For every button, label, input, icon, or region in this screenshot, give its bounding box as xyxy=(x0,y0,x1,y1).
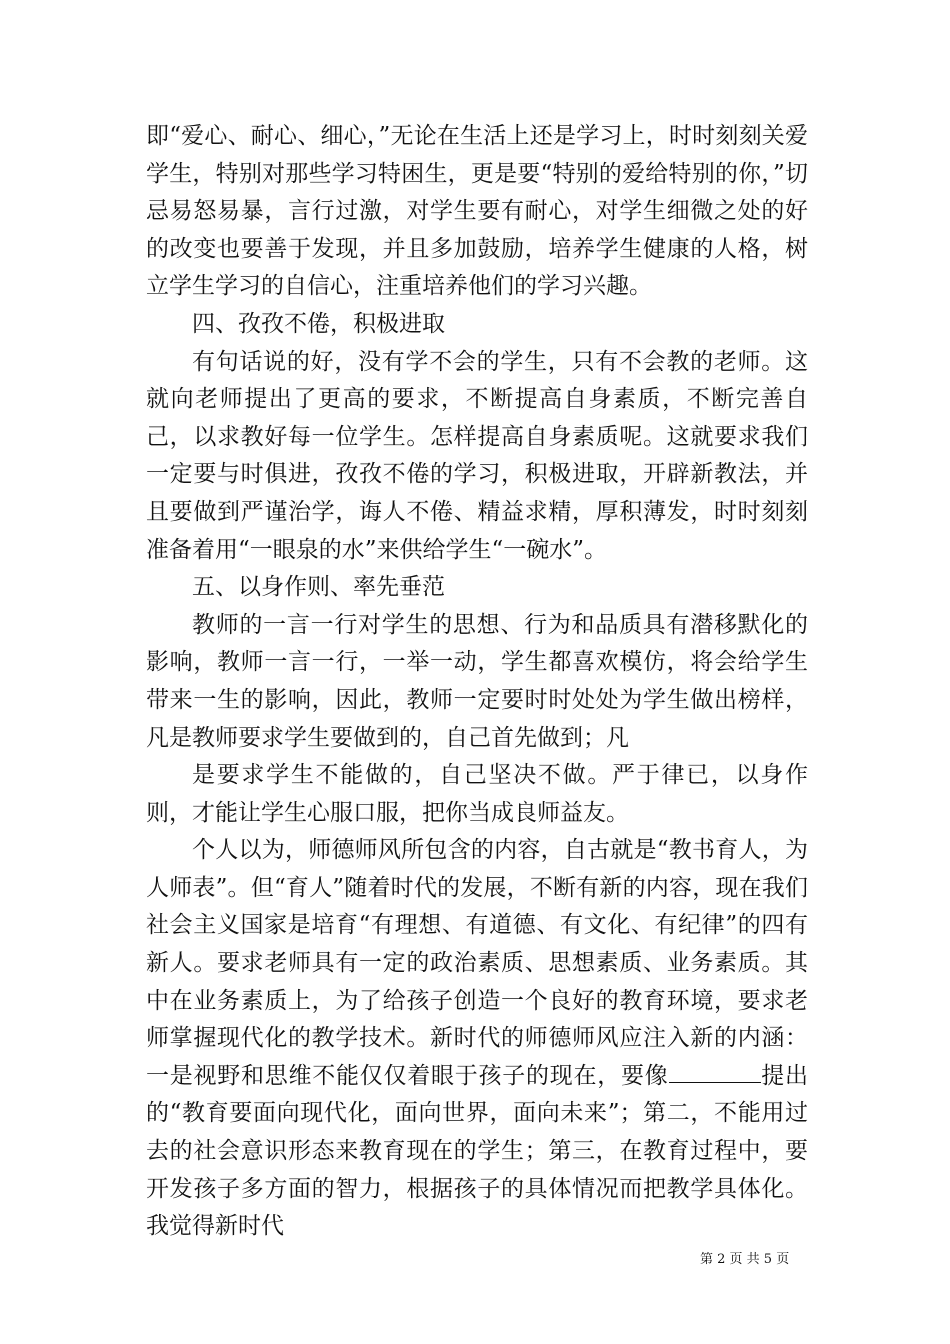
paragraph-continued: 即“爱心、耐心、细心，”无论在生活上还是学习上，时时刻刻关爱学生，特别对那些学习特困生，更是要“特别的爱给特别的你，”切忌易怒易暴，言行过激，对学生要有耐心，对学生细微之处的好的改变也要善于发现，并且多加鼓励，培养学生健康的人格，树立学生学习的自信心，注重培养他们的学习兴趣。 xyxy=(146,123,808,300)
paragraph-conclusion xyxy=(146,832,808,1246)
document-body xyxy=(146,118,808,1246)
paragraph-section-four: 有句话说的好，没有学不会的学生，只有不会教的老师。这就向老师提出了更高的要求，不断提高自身素质，不断完善自己，以求教好每一位学生。怎样提高自身素质呢。这就要求我们一定要与时俱进，孜孜不倦的学习，积极进取，开辟新教法，并且要做到严谨治学，诲人不倦、精益求精，厚积薄发，时时刻刻准备着用“一眼泉的水”来供给学生“一碗水”。 xyxy=(146,348,808,563)
section-heading-five: 五、以身作则、率先垂范 xyxy=(192,574,445,601)
page-number-footer: 第 2 页 共 5 页 xyxy=(700,1252,790,1267)
section-heading-four: 四、孜孜不倦，积极进取 xyxy=(192,310,445,337)
paragraph-conclusion-part-one: 个人以为，师德师风所包含的内容，自古就是“教书育人，为人师表”。但“育人”随着时代的发展，不断有新的内容，现在我们社会主义国家是培育“有理想、有道德、有文化、有纪律”的四有新人。要求老师具有一定的政治素质、思想素质、业务素质。其中在业务素质上，为了给孩子创造一个良好的教育环境，要求老师掌握现代化的教学技术。新时代的师德师风应注入新的内涵：一是视野和思维不能仅仅着眼于孩子的现在，要像 xyxy=(146,837,808,1089)
paragraph-conclusion-part-two: 提出的“教育要面向现代化，面向世界，面向未来”；第二，不能用过去的社会意识形态来教育现在的学生；第三，在教育过程中，要开发孩子多方面的智力，根据孩子的具体情况而把教学具体化。我觉得新时代 xyxy=(146,1062,808,1240)
fill-in-blank xyxy=(669,1064,761,1083)
paragraph-section-five-continued: 是要求学生不能做的，自己坚决不做。严于律已，以身作则，才能让学生心服口服，把你当成良师益友。 xyxy=(146,762,808,826)
paragraph-section-five: 教师的一言一行对学生的思想、行为和品质具有潜移默化的影响，教师一言一行，一举一动，学生都喜欢模仿，将会给学生带来一生的影响，因此，教师一定要时时处处为学生做出榜样，凡是教师要求学生要做到的，自己首先做到；凡 xyxy=(146,611,808,751)
